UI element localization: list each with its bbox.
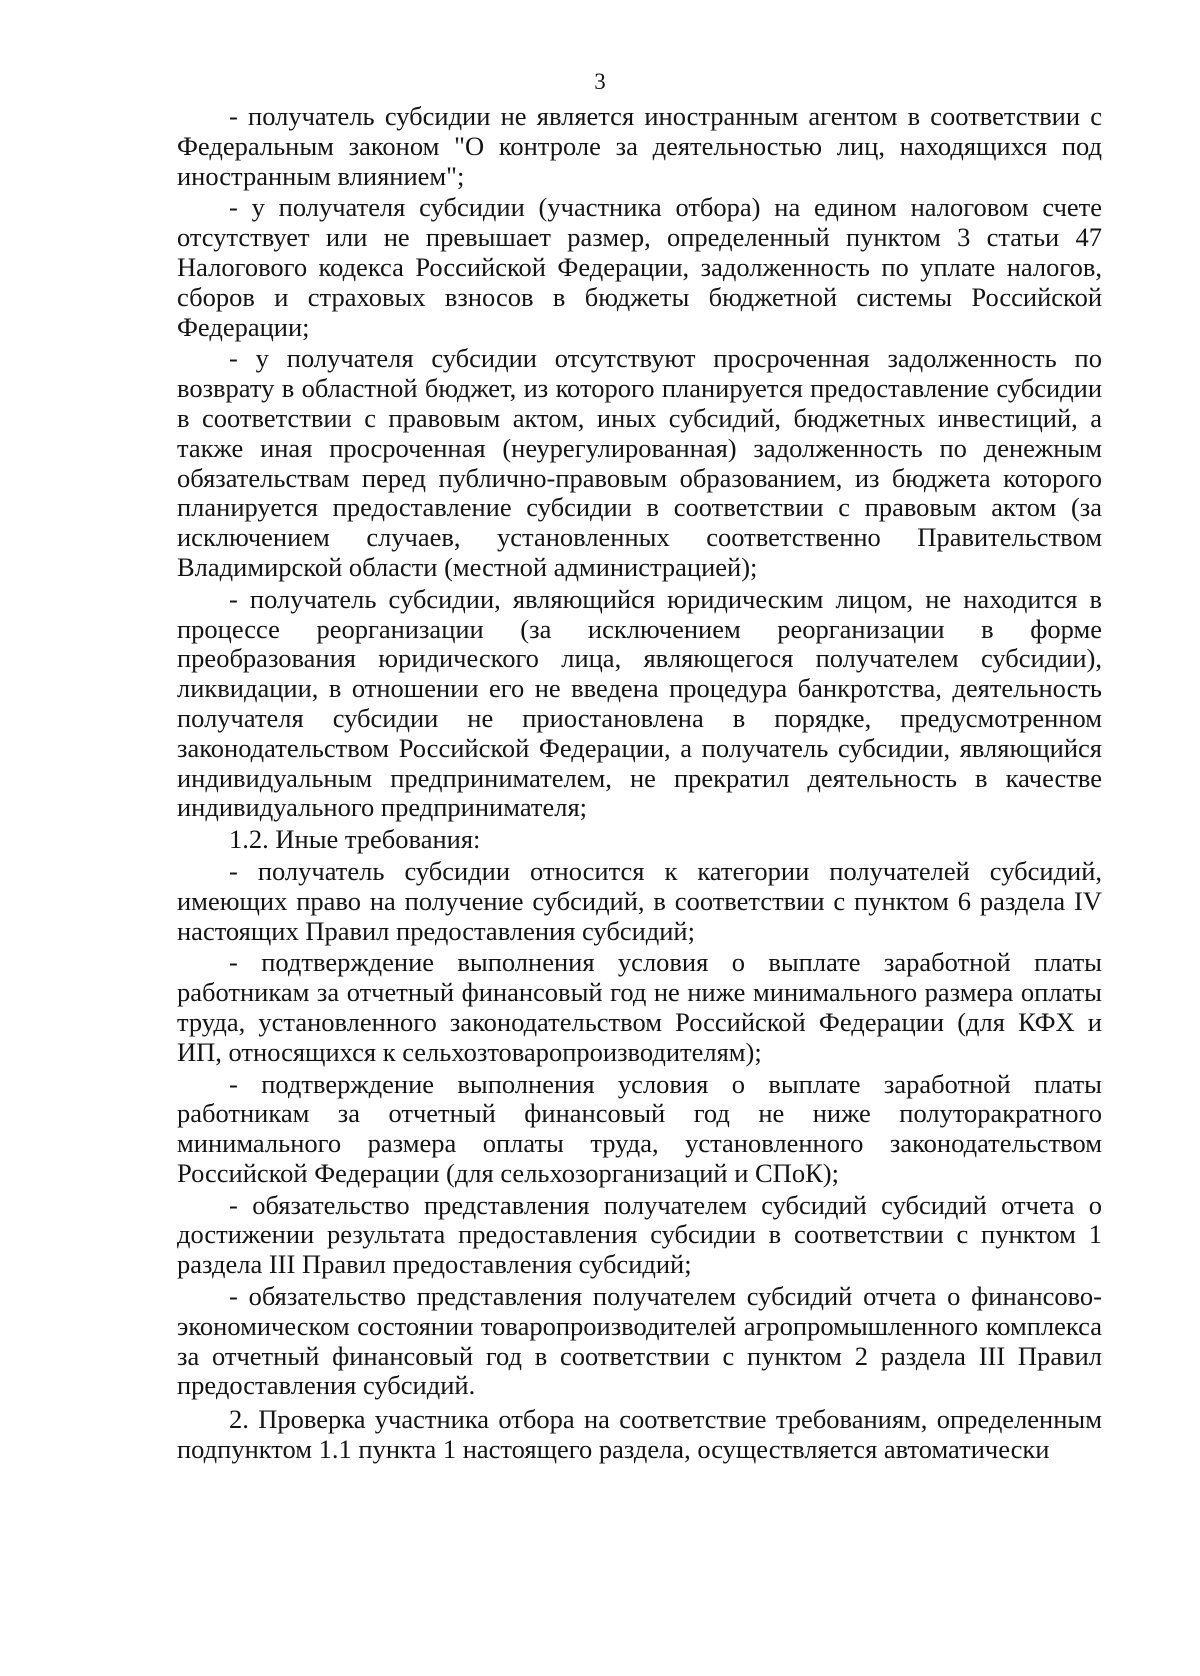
- paragraph-tax-debt: - у получателя субсидии (участника отбора) на едином налоговом счете отсутствует или не превышает размер, определенный пунктом 3 статьи 47 Налогового кодекса Российской Федерации, задолженность по уплате налогов, сборов и страховых взносов в бюджеты бюджетной системы Российской Федерации;: [177, 192, 1102, 342]
- paragraph-min-wage-agro: - подтверждение выполнения условия о выплате заработной платы работникам за отчетный финансовый год не ниже полуторакратного минимального размера оплаты труда, установленного законодательством Российской Федерации (для сельхозорганизаций и СПоК);: [177, 1068, 1102, 1188]
- page-number: 3: [594, 69, 606, 94]
- paragraph-result-report: - обязательство представления получателем субсидий субсидий отчета о достижении результата предоставления субсидии в соответствии с пунктом 1 раздела III Правил предоставления субсидий;: [177, 1189, 1102, 1280]
- paragraph-reorganization: - получатель субсидии, являющийся юридическим лицом, не находится в процессе реорганизации (за исключением реорганизации в форме преобразования юридического лица, являющегося получателем субсидии), ликвидации, в отношении его не введена процедура банкротства, деятельность получателя субсидии не приостановлена в порядке, предусмотренном законодательством Российской Федерации, а получатель субсидии, являющийся индивидуальным предпринимателем, не прекратил деятельность в качестве индивидуального предпринимателя;: [177, 583, 1102, 823]
- paragraph-recipient-category: - получатель субсидии относится к категории получателей субсидий, имеющих право на получение субсидий, в соответствии с пунктом 6 раздела IV настоящих Правил предоставления субсидий;: [177, 855, 1102, 946]
- document-body: [177, 102, 1102, 1467]
- paragraph-other-requirements-heading: 1.2. Иные требования:: [229, 824, 481, 855]
- paragraph-verification: 2. Проверка участника отбора на соответствие требованиям, определенным подпунктом 1.1 пункта 1 настоящего раздела, осуществляется автоматически: [177, 1404, 1102, 1465]
- paragraph-overdue-debt: - у получателя субсидии отсутствуют просроченная задолженность по возврату в областной бюджет, из которого планируется предоставление субсидии в соответствии с правовым актом, иных субсидий, бюджетных инвестиций, а также иная просроченная (неурегулированная) задолженность по денежным обязательствам перед публично-правовым образованием, из бюджета которого планируется предоставление субсидии в соответствии с правовым актом (за исключением случаев, установленных соответственно Правительством Владимирской области (местной администрацией);: [177, 343, 1102, 582]
- paragraph-foreign-agent: - получатель субсидии не является иностранным агентом в соответствии с Федеральным законом "О контроле за деятельностью лиц, находящихся под иностранным влиянием";: [177, 101, 1102, 191]
- paragraph-financial-report: - обязательство представления получателем субсидий отчета о финансово-экономическом состоянии товаропроизводителей агропромышленного комплекса за отчетный финансовый год в соответствии с пунктом 2 раздела III Правил предоставления субсидий.: [177, 1281, 1102, 1401]
- paragraph-min-wage-kfh: - подтверждение выполнения условия о выплате заработной платы работникам за отчетный финансовый год не ниже минимального размера оплаты труда, установленного законодательством Российской Федерации (для КФХ и ИП, относящихся к сельхозтоваропроизводителям);: [177, 947, 1102, 1067]
